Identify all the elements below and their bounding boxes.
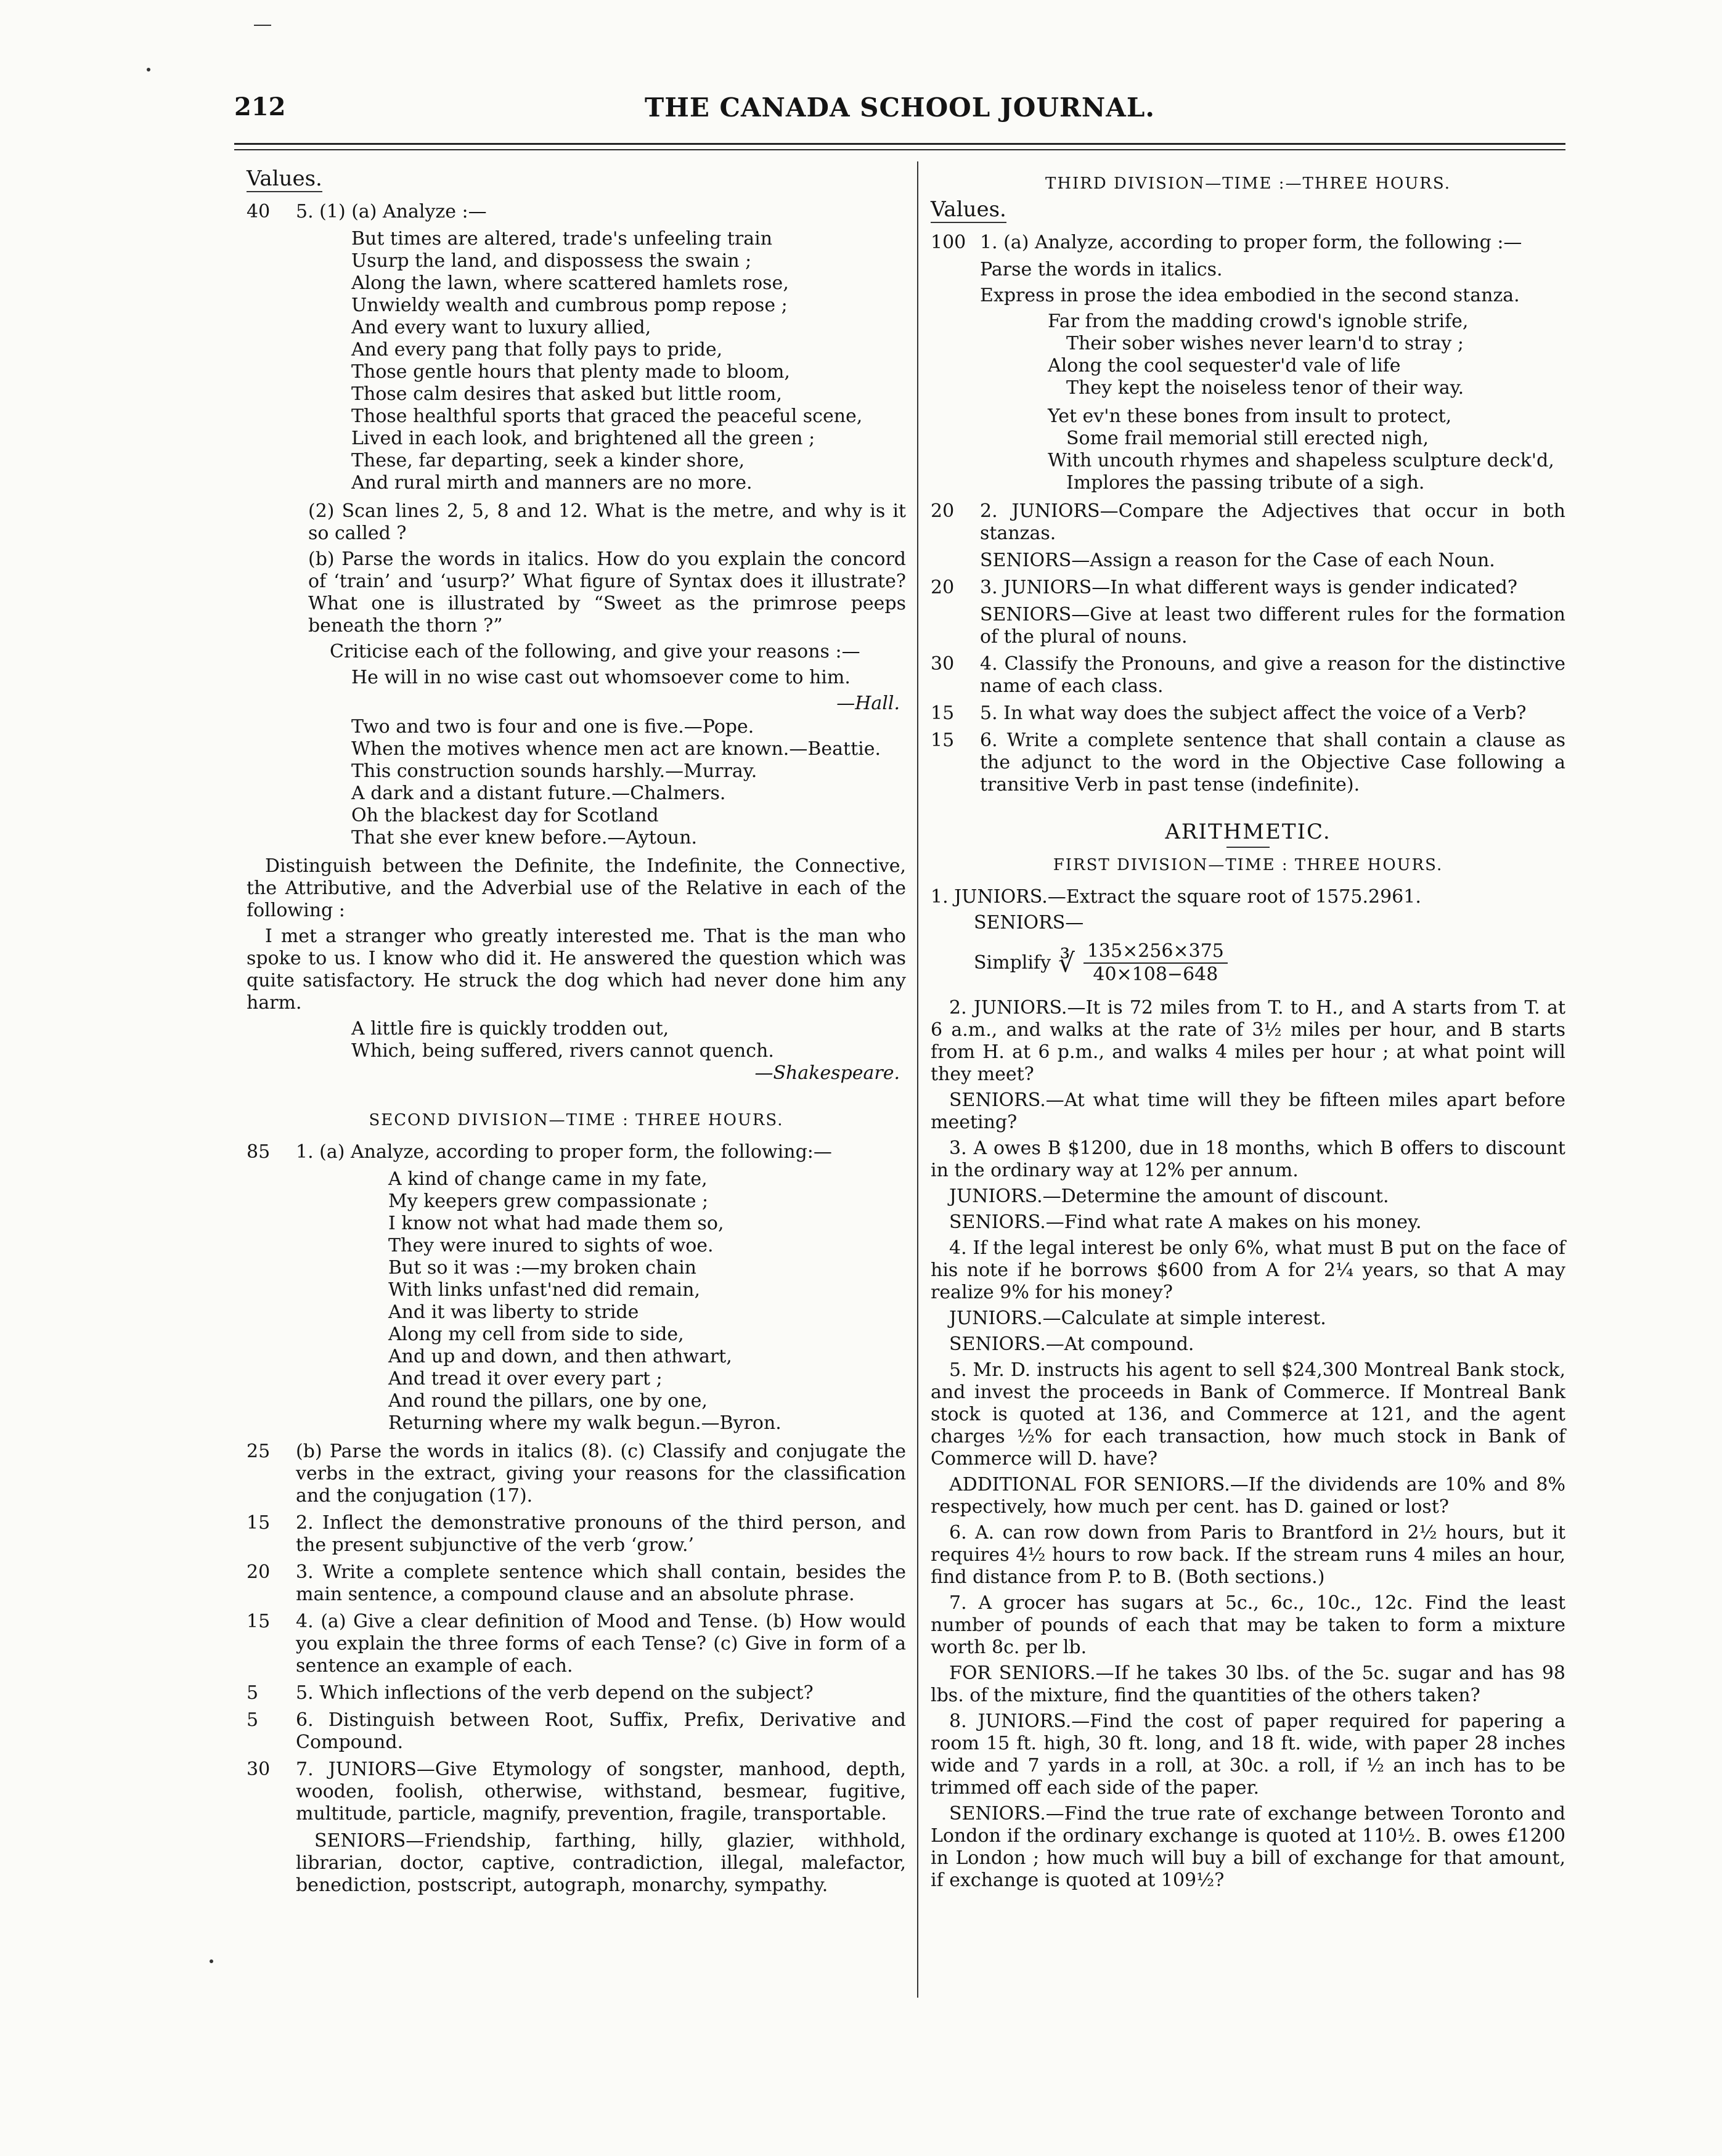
poem-excerpt <box>247 228 906 494</box>
arith-paragraph: JUNIORS.—Determine the amount of discount. <box>949 1186 1389 1207</box>
journal-title: THE CANADA SCHOOL JOURNAL. <box>644 92 1156 123</box>
stanza <box>931 311 1565 399</box>
question-text: 4. Classify the Pronouns, and give a reason for the distinctive name of each class. <box>980 653 1565 697</box>
mark-value: 15 <box>247 1512 271 1534</box>
mark-value: 20 <box>931 577 955 598</box>
mark-value: 20 <box>247 1561 271 1583</box>
values-heading: Values. <box>931 197 1006 222</box>
section-heading: SECOND DIVISION—TIME : THREE HOURS. <box>369 1111 784 1129</box>
instruction: Parse the words in italics. <box>980 259 1223 280</box>
criticise-item: He will in no wise cast out whomsoever come to him. <box>351 667 851 688</box>
poem-line: With links unfast'ned did remain, <box>388 1279 701 1301</box>
mark-value: 15 <box>931 730 955 751</box>
poem-line: These, far departing, seek a kinder shore, <box>351 450 745 471</box>
arith-paragraph: SENIORS.—Find what rate A makes on his money. <box>949 1211 1422 1233</box>
question <box>247 1709 906 1754</box>
mark-value: 30 <box>247 1759 271 1780</box>
question <box>931 653 1565 698</box>
question-text: 6. Write a complete sentence that shall contain a clause as the adjunct to the word in the Objective Case following a transitive Verb in past tense (indefinite). <box>980 730 1565 795</box>
mark-value: 5 <box>247 1682 259 1704</box>
mark-value: 30 <box>931 653 955 675</box>
cube-root-sign: ∛ <box>1058 948 1075 978</box>
arith-paragraph: 3. A owes B $1200, due in 18 months, which B offers to discount in the ordinary way at 12% per annum. <box>931 1137 1565 1181</box>
mark-value: 5 <box>247 1709 259 1731</box>
arith-paragraph: 4. If the legal interest be only 6%, what must B put on the face of his note if he borrows $600 from A for 2¼ years, so that A may realize 9% for his money? <box>931 1237 1565 1303</box>
question <box>931 577 1565 599</box>
speck <box>147 68 150 71</box>
criticise-item: That she ever knew before.—Aytoun. <box>351 827 698 848</box>
question <box>931 702 1565 725</box>
question-text: 5. In what way does the subject affect the voice of a Verb? <box>980 702 1527 724</box>
stanza <box>931 405 1565 494</box>
criticise-item: A dark and a distant future.—Chalmers. <box>351 783 726 804</box>
seniors-etymology: SENIORS—Friendship, farthing, hilly, glazier, withhold, librarian, doctor, captive, contradiction, illegal, malefactor, benediction, postscript, autograph, monarchy, sympathy. <box>296 1830 906 1896</box>
question <box>247 1512 906 1556</box>
quotation-line: Which, being suffered, rivers cannot quench. <box>351 1040 774 1062</box>
question-text: 4. (a) Give a clear definition of Mood and Tense. (b) How would you explain the three forms of each Tense? (c) Give in form of a sentence an example of each. <box>296 1611 906 1677</box>
arith-paragraph: FOR SENIORS.—If he takes 30 lbs. of the 5c. sugar and has 98 lbs. of the mixture, find the quantities of the others taken? <box>931 1662 1565 1706</box>
example-text: I met a stranger who greatly interested me. That is the man who spoke to us. I know who did it. He answered the question which was quite satisfactory. He struck the dog which had never done him any harm. <box>247 925 906 1014</box>
question-text: 2. JUNIORS—Compare the Adjectives that occur in both stanzas. <box>980 500 1565 544</box>
simplify-expression <box>931 940 1565 986</box>
poem-line: Unwieldy wealth and cumbrous pomp repose ; <box>351 295 788 316</box>
question <box>247 1682 906 1704</box>
mark-value: 15 <box>247 1611 271 1632</box>
poem-line: Lived in each look, and brightened all the green ; <box>351 428 815 449</box>
section-heading: FIRST DIVISION—TIME : THREE HOURS. <box>1053 856 1443 874</box>
arith-paragraph: SENIORS.—At what time will they be fifteen miles apart before meeting? <box>931 1089 1565 1133</box>
quotation <box>247 1018 906 1062</box>
question-text: 3. Write a complete sentence which shall contain, besides the main sentence, a compound clause and an absolute phrase. <box>296 1561 906 1605</box>
question <box>247 1611 906 1677</box>
poem-line: And it was liberty to stride <box>388 1301 639 1323</box>
poem-line: My keepers grew compassionate ; <box>388 1190 709 1212</box>
question-text: 6. Distinguish between Root, Suffix, Prefix, Derivative and Compound. <box>296 1709 906 1753</box>
arith-seniors: SENIORS— <box>974 912 1084 934</box>
parse-question: (b) Parse the words in italics. How do you explain the concord of ‘train’ and ‘usurp?’ What figure of Syntax does it illustrate? What one is illustrated by “Sweet as the primrose peeps beneath the thorn ?” <box>308 548 906 637</box>
attribution: —Shakespeare. <box>754 1062 900 1084</box>
mark-value: 25 <box>247 1441 271 1462</box>
arith-paragraph: JUNIORS.—Calculate at simple interest. <box>949 1308 1326 1329</box>
question-text: 1. (a) Analyze, according to proper form, the following :— <box>980 232 1522 253</box>
page-number: 212 <box>234 92 286 121</box>
mark-value: 100 <box>931 232 966 253</box>
question-text: SENIORS—Give at least two different rules for the formation of the plural of nouns. <box>980 604 1565 648</box>
simplify-label: Simplify <box>974 952 1051 974</box>
attribution: —Hall. <box>836 693 900 714</box>
right-column <box>931 168 1565 1895</box>
question <box>247 1759 906 1825</box>
mark-value: 20 <box>931 500 955 522</box>
poem-line: With uncouth rhymes and shapeless sculpture deck'd, <box>1048 450 1554 471</box>
poem-line: They kept the noiseless tenor of their way. <box>1066 377 1464 399</box>
question <box>247 1441 906 1507</box>
poem-line: A kind of change came in my fate, <box>388 1168 708 1190</box>
fraction <box>1083 940 1228 986</box>
instruction: Express in prose the idea embodied in the second stanza. <box>980 285 1520 306</box>
poem-line: Returning where my walk begun.—Byron. <box>388 1412 781 1434</box>
poem-line: Usurp the land, and dispossess the swain ; <box>351 250 752 272</box>
poem-line: And round the pillars, one by one, <box>388 1390 708 1412</box>
mark-value: 40 <box>247 201 271 222</box>
arith-paragraph: SENIORS.—At compound. <box>949 1333 1194 1355</box>
section-heading: THIRD DIVISION—TIME :—THREE HOURS. <box>1045 174 1451 193</box>
mark-value: 15 <box>931 702 955 724</box>
question-text: 3. JUNIORS—In what different ways is gender indicated? <box>980 577 1517 598</box>
poem-line: And tread it over every part ; <box>388 1368 663 1389</box>
values-heading: Values. <box>247 166 322 191</box>
fraction-denominator: 40×108−648 <box>1093 964 1218 985</box>
criticise-list <box>247 716 906 849</box>
poem-line: And every pang that folly pays to pride, <box>351 339 723 360</box>
criticise-item: This construction sounds harshly.—Murray. <box>351 760 757 782</box>
poem-line: Some frail memorial still erected nigh, <box>1066 428 1429 449</box>
question <box>247 1561 906 1606</box>
poem-line: But times are altered, trade's unfeeling train <box>351 228 773 250</box>
arith-paragraph: 8. JUNIORS.—Find the cost of paper required for papering a room 15 ft. high, 30 ft. long, and 18 ft. wide, with paper 28 inches wide and 7 yards in a roll, at 30c. a roll, if ½ an inch has to be trimmed off each side of the paper. <box>931 1711 1565 1799</box>
speck <box>210 1959 213 1963</box>
arith-question: 1. JUNIORS.—Extract the square root of 1575.2961. <box>931 886 1421 908</box>
poem-line: Along the lawn, where scattered hamlets rose, <box>351 272 789 294</box>
criticise-item: When the motives whence men act are known.—Beattie. <box>351 738 881 760</box>
question <box>931 500 1565 545</box>
mark-value: 85 <box>247 1141 271 1163</box>
poem-line: Along my cell from side to side, <box>388 1324 684 1345</box>
question-1 <box>247 1141 906 1163</box>
left-column <box>247 168 906 1900</box>
poem-line: I know not what had made them so, <box>388 1213 724 1234</box>
question-5 <box>247 201 906 223</box>
title-rule <box>1226 847 1270 848</box>
poem-excerpt <box>247 1168 906 1434</box>
arith-paragraph: 7. A grocer has sugars at 5c., 6c., 10c., 12c. Find the least number of pounds of each that may be taken to form a mixture worth 8c. per lb. <box>931 1592 1565 1658</box>
question-1 <box>931 232 1565 254</box>
criticise-item: Oh the blackest day for Scotland <box>351 805 659 826</box>
poem-line: And every want to luxury allied, <box>351 317 651 338</box>
arith-paragraph: SENIORS.—Find the true rate of exchange between Toronto and London if the ordinary exchange is quoted at 110½. B. owes £1200 in London ; how much will buy a bill of exchange for that amount, if exchange is quoted at 109½? <box>931 1803 1565 1891</box>
quotation-line: A little fire is quickly trodden out, <box>351 1018 669 1039</box>
fraction-numerator: 135×256×375 <box>1083 940 1228 964</box>
arith-paragraph: 5. Mr. D. instructs his agent to sell $24,300 Montreal Bank stock, and invest the proceeds in Bank of Commerce. If Montreal Bank stock is quoted at 136, and Commerce at 121, and the agent charges ½% for each transaction, how much stock in Bank of Commerce will D. have? <box>931 1359 1565 1470</box>
scan-question: (2) Scan lines 2, 5, 8 and 12. What is the metre, and why is it so called ? <box>308 500 906 544</box>
arith-paragraph: 2. JUNIORS.—It is 72 miles from T. to H., and A starts from T. at 6 a.m., and walks at the rate of 3½ miles per hour, and B starts from H. at 6 p.m., and walks 4 miles per hour ; at what point will they meet? <box>931 997 1565 1085</box>
poem-line: Those healthful sports that graced the peaceful scene, <box>351 405 863 427</box>
header-rule <box>234 143 1565 145</box>
question <box>931 604 1565 648</box>
question-text: 2. Inflect the demonstrative pronouns of the third person, and the present subjunctive of the verb ‘grow.’ <box>296 1512 906 1556</box>
arith-paragraph: 6. A. can row down from Paris to Brantford in 2½ hours, but it requires 4½ hours to row back. If the stream runs 4 miles an hour, find distance from P. to B. (Both sections.) <box>931 1522 1565 1588</box>
poem-line: Far from the madding crowd's ignoble strife, <box>1048 311 1469 332</box>
poem-line: Those gentle hours that plenty made to bloom, <box>351 361 790 383</box>
page-header <box>234 92 1565 129</box>
poem-line: Implores the passing tribute of a sigh. <box>1066 472 1425 494</box>
question-text: 5. (1) (a) Analyze :— <box>296 201 487 222</box>
poem-line: Yet ev'n these bones from insult to protect, <box>1048 405 1452 427</box>
question-text: 7. JUNIORS—Give Etymology of songster, manhood, depth, wooden, foolish, otherwise, withstand, besmear, fugitive, multitude, particle, magnify, prevention, fragile, transportable. <box>296 1759 906 1824</box>
poem-line: And rural mirth and manners are no more. <box>351 472 753 494</box>
poem-line: Along the cool sequester'd vale of life <box>1048 355 1401 376</box>
distinguish-question: Distinguish between the Definite, the Indefinite, the Connective, the Attributive, and the Adverbial use of the Relative in each of the following : <box>247 855 906 921</box>
poem-line: They were inured to sights of woe. <box>388 1235 714 1256</box>
arithmetic-heading: ARITHMETIC. <box>1165 820 1331 844</box>
question-text: 1. (a) Analyze, according to proper form, the following:— <box>296 1141 832 1163</box>
criticise-item: Two and two is four and one is five.—Pope. <box>351 716 754 738</box>
poem-line: Those calm desires that asked but little room, <box>351 383 782 405</box>
criticise-instruction: Criticise each of the following, and give your reasons :— <box>330 641 860 662</box>
question <box>931 730 1565 796</box>
poem-line: Their sober wishes never learn'd to stray ; <box>1066 333 1464 354</box>
arith-paragraph: ADDITIONAL FOR SENIORS.—If the dividends are 10% and 8% respectively, how much per cent. has D. gained or lost? <box>931 1474 1565 1518</box>
poem-line: But so it was :—my broken chain <box>388 1257 696 1279</box>
question <box>931 550 1565 572</box>
question-text: (b) Parse the words in italics (8). (c) Classify and conjugate the verbs in the extract, giving your reasons for the classification and the conjugation (17). <box>296 1441 906 1507</box>
column-separator <box>917 161 918 1998</box>
question-text: SENIORS—Assign a reason for the Case of each Noun. <box>980 550 1495 571</box>
smudge <box>254 25 271 26</box>
header-rule <box>234 149 1565 150</box>
poem-line: And up and down, and then athwart, <box>388 1346 732 1367</box>
question-text: 5. Which inflections of the verb depend on the subject? <box>296 1682 814 1704</box>
